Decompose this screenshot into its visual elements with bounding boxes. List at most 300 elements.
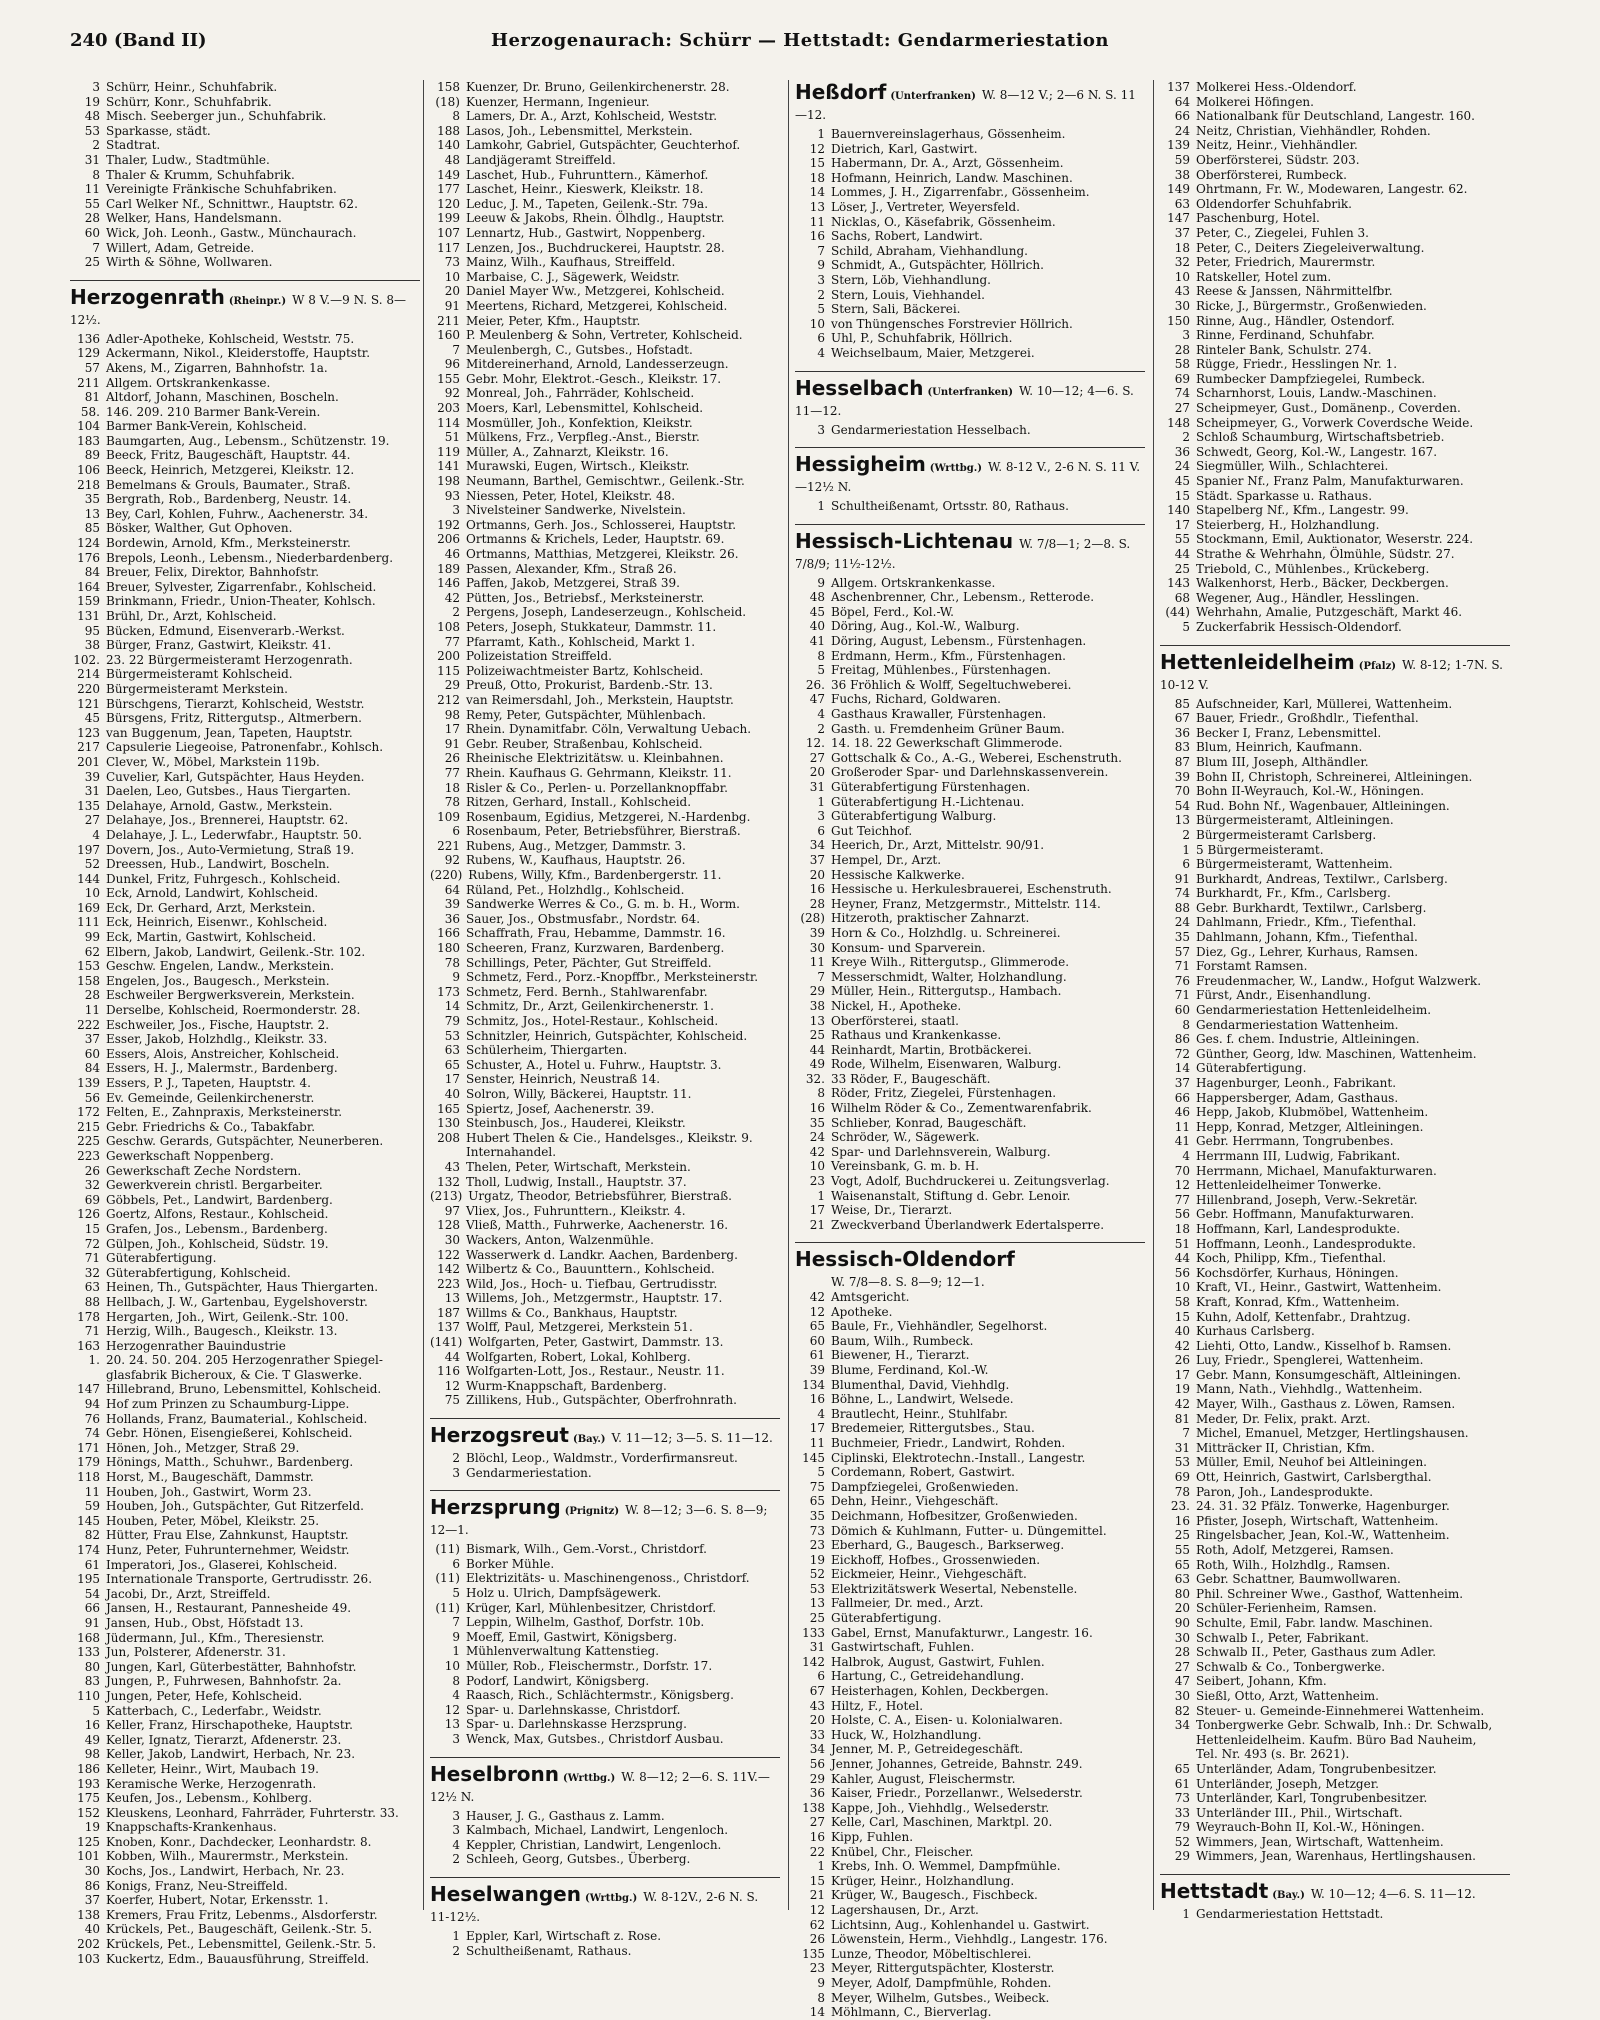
entry-text: Zuckerfabrik Hessisch-Oldendorf. — [1196, 619, 1402, 634]
directory-entry — [70, 405, 420, 420]
directory-entry — [430, 386, 780, 401]
phone-number: 21 — [809, 1217, 825, 1232]
phone-number: 55 — [84, 196, 100, 211]
directory-entry — [1160, 1820, 1510, 1835]
phone-number: 225 — [77, 1134, 100, 1149]
phone-number: 76 — [84, 1411, 100, 1426]
entry-text: Thelen, Peter, Wirtschaft, Merkstein. — [466, 1159, 691, 1174]
entry-text: Ortmanns, Matthias, Metzgerei, Kleikstr. 26. — [466, 547, 739, 561]
directory-entry — [795, 1494, 1145, 1509]
phone-number: 55 — [1174, 532, 1190, 547]
phone-number: 1. — [88, 1353, 100, 1368]
directory-entry — [795, 1553, 1145, 1568]
entry-text: Leeuw & Jakobs, Rhein. Ölhdlg., Hauptstr. — [466, 211, 725, 226]
phone-number: 35 — [809, 1508, 825, 1523]
phone-number: 3 — [452, 1808, 460, 1823]
phone-number: 214 — [77, 667, 100, 682]
entry-text: Brinkmann, Friedr., Union-Theater, Kohlsch. — [106, 594, 376, 609]
directory-entry — [795, 1436, 1145, 1451]
directory-entry — [1160, 1018, 1510, 1033]
phone-number: 29 — [1174, 1849, 1190, 1864]
phone-number: 38 — [809, 998, 825, 1013]
place-name: Hettstadt — [1160, 1879, 1269, 1904]
directory-entry — [430, 941, 780, 956]
directory-entry — [430, 1838, 780, 1853]
phone-number: 18 — [1174, 1221, 1190, 1236]
phone-number: 80 — [84, 1659, 100, 1674]
entry-text: Wimmers, Jean, Warenhaus, Hertlingshausen. — [1196, 1849, 1476, 1864]
entry-text: Meyer, Wilhelm, Gutsbes., Weibeck. — [831, 1990, 1050, 2005]
phone-number: 203 — [437, 401, 460, 416]
phone-number: 5 — [1182, 619, 1190, 634]
entry-text: Wenck, Max, Gutsbes., Christdorf Ausbau. — [466, 1731, 724, 1746]
phone-number: 73 — [1174, 1791, 1190, 1806]
entry-text: Bergrath, Rob., Bardenberg, Neustr. 14. — [106, 492, 352, 507]
directory-entry — [1160, 343, 1510, 358]
entry-text: Gottschalk & Co., A.-G., Weberei, Eschenstruth. — [831, 750, 1122, 765]
place-name: Heselbronn — [430, 1761, 560, 1786]
entry-text: Willert, Adam, Getreide. — [106, 240, 255, 255]
phone-number: 34 — [809, 1742, 825, 1757]
entry-text: Hartung, C., Getreidehandlung. — [831, 1669, 1025, 1684]
directory-entry — [1160, 726, 1510, 741]
phone-number: 29 — [809, 1771, 825, 1786]
entry-text: Blume, Ferdinand, Kol.-W. — [831, 1362, 989, 1377]
entry-text: Schülerheim, Thiergarten. — [466, 1043, 628, 1058]
entry-text: Mosmüller, Joh., Konfektion, Kleikstr. — [466, 415, 693, 430]
phone-number: 9 — [817, 575, 825, 590]
entry-text: Delahaye, Arnold, Gastw., Merkstein. — [106, 798, 333, 813]
entry-text: Döring, Aug., Kol.-W., Walburg. — [831, 619, 1020, 634]
phone-number: 144 — [77, 871, 100, 886]
phone-number: 68 — [1174, 590, 1190, 605]
phone-number: 134 — [802, 1377, 825, 1392]
directory-entry — [1160, 784, 1510, 799]
entry-text: Kobben, Wilh., Maurermstr., Merkstein. — [106, 1849, 349, 1864]
phone-number: 133 — [77, 1645, 100, 1660]
directory-entry — [430, 781, 780, 796]
directory-entry — [430, 1542, 780, 1557]
directory-entry — [430, 1688, 780, 1703]
entry-text: Roth, Wilh., Holzhdlg., Ramsen. — [1196, 1557, 1391, 1572]
phone-number: 15 — [84, 1221, 100, 1236]
entry-text: Krebs, Inh. O. Wemmel, Dampfmühle. — [831, 1859, 1061, 1874]
entry-text: Dahlmann, Johann, Kfm., Tiefenthal. — [1196, 930, 1418, 945]
directory-entry — [70, 682, 420, 697]
entry-text: Ott, Heinrich, Gastwirt, Carlsbergthal. — [1196, 1470, 1432, 1485]
directory-entry — [795, 185, 1145, 200]
entry-text: Aschenbrenner, Chr., Lebensm., Retterode. — [831, 590, 1095, 605]
entry-text: Monreal, Joh., Fahrräder, Kohlscheid. — [466, 386, 695, 401]
phone-number: 28 — [1174, 342, 1190, 357]
entry-text: Jenner, M. P., Getreidegeschäft. — [831, 1742, 1024, 1757]
place-heading — [430, 1490, 780, 1538]
directory-entry — [1160, 1747, 1510, 1762]
directory-entry — [795, 2005, 1145, 2020]
directory-entry — [70, 1368, 420, 1383]
phone-number: 69 — [1174, 371, 1190, 386]
directory-entry — [70, 930, 420, 945]
place-name: Herzogsreut — [430, 1423, 569, 1448]
directory-entry — [70, 1645, 420, 1660]
directory-entry — [70, 434, 420, 449]
entry-text: Paron, Joh., Landesprodukte. — [1196, 1484, 1374, 1499]
entry-text: Tholl, Ludwig, Install., Hauptstr. 37. — [466, 1174, 687, 1189]
place-name: Herzogenrath — [70, 284, 225, 309]
entry-text: Daniel Mayer Ww., Metzgerei, Kohlscheid. — [466, 284, 725, 299]
entry-text: Bauernvereinslagerhaus, Gössenheim. — [831, 127, 1066, 141]
directory-entry — [430, 168, 780, 183]
directory-entry — [1160, 299, 1510, 314]
entry-text: Gendarmeriestation Hettenleidelheim. — [1196, 1003, 1432, 1018]
directory-entry — [430, 1944, 780, 1959]
phone-number: 111 — [77, 915, 100, 930]
entry-text: Molkerei Hess.-Oldendorf. — [1196, 80, 1357, 94]
directory-entry — [70, 1485, 420, 1500]
entry-text: Gebr. Schattner, Baumwollwaren. — [1196, 1572, 1401, 1587]
directory-entry — [70, 1558, 420, 1573]
phone-number: 12 — [809, 1902, 825, 1917]
phone-number: 27 — [809, 750, 825, 765]
entry-text: Hauser, J. G., Gasthaus z. Lamm. — [466, 1808, 665, 1823]
phone-number: 114 — [437, 415, 460, 430]
office-hours: W. 8-12 V., 2-6 N. S. 11 V.—12½ N. — [795, 460, 1141, 495]
directory-entry — [430, 1809, 780, 1824]
phone-number: 211 — [77, 375, 100, 390]
phone-number: 45 — [1174, 474, 1190, 489]
phone-number: 17 — [444, 722, 460, 737]
directory-entry — [70, 1047, 420, 1062]
directory-entry — [70, 1003, 420, 1018]
entry-text: Schlieber, Konrad, Baugeschäft. — [831, 1115, 1027, 1130]
directory-entry — [1160, 182, 1510, 197]
phone-number: 177 — [437, 182, 460, 197]
phone-number: 17 — [444, 1072, 460, 1087]
place-region: (Unterfranken) — [890, 91, 976, 102]
phone-number: 199 — [437, 211, 460, 226]
phone-number: 40 — [809, 619, 825, 634]
entry-text: Thaler, Ludw., Stadtmühle. — [106, 152, 270, 167]
entry-text: Jüdermann, Jul., Kfm., Theresienstr. — [106, 1630, 325, 1645]
page-header — [70, 30, 1530, 56]
directory-entry — [70, 1280, 420, 1295]
directory-entry — [795, 499, 1145, 514]
directory-entry — [70, 828, 420, 843]
directory-entry — [430, 708, 780, 723]
phone-number: 135 — [77, 798, 100, 813]
entry-text: Güterabfertigung H.-Lichtenau. — [831, 794, 1025, 809]
phone-number: 16 — [84, 1718, 100, 1733]
directory-entry — [70, 988, 420, 1003]
phone-number: 61 — [809, 1348, 825, 1363]
entry-text: 5 Bürgermeisteramt. — [1196, 842, 1324, 857]
entry-text: Reese & Janssen, Nährmittelfbr. — [1196, 284, 1393, 299]
entry-text: Kaiser, Friedr., Porzellanwr., Welsederstr. — [831, 1786, 1083, 1801]
directory-entry — [70, 1353, 420, 1368]
place-region: (Wrttbg.) — [584, 1892, 638, 1904]
entry-text: Cuvelier, Karl, Gutspächter, Haus Heyden. — [106, 769, 365, 784]
directory-entry — [795, 926, 1145, 941]
phone-number: 174 — [77, 1543, 100, 1557]
phone-number: 171 — [77, 1440, 100, 1455]
phone-number: 140 — [437, 138, 460, 153]
entry-text: Jungen, P., Fuhrwesen, Bahnhofstr. 2a. — [106, 1674, 342, 1689]
phone-number: 91 — [1174, 871, 1190, 886]
phone-number: 2 — [1182, 827, 1190, 842]
place-region: (Bay.) — [573, 1434, 606, 1446]
place-name: Hessigheim — [795, 452, 926, 477]
phone-number: 88 — [84, 1294, 100, 1309]
entry-text: Hütter, Frau Else, Zahnkunst, Hauptstr. — [106, 1528, 349, 1543]
phone-number: 15 — [1174, 488, 1190, 503]
entry-text: Deichmann, Hofbesitzer, Großenwieden. — [831, 1508, 1078, 1523]
entry-text: Ratskeller, Hotel zum. — [1196, 269, 1332, 284]
entry-text: Gendarmeriestation. — [466, 1465, 592, 1480]
entry-text: Elektrizitäts- u. Maschinengenoss., Christdorf. — [466, 1571, 750, 1586]
entry-text: Vogt, Adolf, Buchdruckerei u. Zeitungsverlag. — [831, 1174, 1110, 1189]
entry-text: P. Meulenberg & Sohn, Vertreter, Kohlscheid. — [466, 328, 743, 343]
directory-entry — [70, 843, 420, 858]
entry-text: Ringelsbacher, Jean, Kol.-W., Wattenheim. — [1196, 1528, 1450, 1543]
phone-number: 23 — [809, 1961, 825, 1976]
phone-number: 148 — [1167, 415, 1190, 430]
entry-text: Bey, Carl, Kohlen, Fuhrw., Aachenerstr. 34. — [106, 506, 369, 521]
entry-text: Hof zum Prinzen zu Schaumburg-Lippe. — [106, 1397, 350, 1412]
phone-number: 13 — [809, 199, 825, 214]
entry-text: Luy, Friedr., Spenglerei, Wattenheim. — [1196, 1353, 1424, 1368]
entry-text: Steierberg, H., Holzhandlung. — [1196, 517, 1380, 532]
directory-entry — [1160, 1397, 1510, 1412]
directory-entry — [1160, 1178, 1510, 1193]
phone-number: 28 — [84, 211, 100, 226]
directory-entry — [795, 1640, 1145, 1655]
directory-entry — [1160, 1076, 1510, 1091]
entry-text: Döring, August, Lebensm., Fürstenhagen. — [831, 634, 1087, 649]
phone-number: 14 — [809, 2005, 825, 2020]
entry-text: Siegmüller, Wilh., Schlachterei. — [1196, 459, 1389, 474]
entry-text: Schuster, A., Hotel u. Fuhrw., Hauptstr. 3. — [466, 1057, 722, 1072]
phone-number: 16 — [809, 882, 825, 897]
directory-entry — [1160, 799, 1510, 814]
phone-number: 180 — [437, 941, 460, 956]
phone-number: 2 — [817, 721, 825, 736]
phone-number: 1 — [817, 1188, 825, 1203]
phone-number: 65 — [809, 1319, 825, 1334]
phone-number: 8 — [452, 109, 460, 124]
directory-entry — [795, 1392, 1145, 1407]
entry-text: Rhein. Kaufhaus G. Gehrmann, Kleikstr. 11. — [466, 765, 732, 780]
entry-text: Wick, Joh. Leonh., Gastw., Münchaurach. — [106, 225, 357, 240]
entry-text: Müller, Rob., Fleischermstr., Dorfstr. 17. — [466, 1658, 713, 1673]
phone-number: 32 — [1174, 255, 1190, 270]
directory-entry — [1160, 1543, 1510, 1558]
entry-text: Allgem. Ortskrankenkasse. — [106, 375, 271, 390]
directory-entry — [795, 1043, 1145, 1058]
directory-entry — [795, 722, 1145, 737]
phone-number: 101 — [77, 1849, 100, 1864]
entry-text: Jun, Polsterer, Afdenerstr. 31. — [106, 1645, 286, 1660]
phone-number: 158 — [437, 80, 460, 94]
entry-text: Bohn II, Christoph, Schreinerei, Altleiningen. — [1196, 769, 1473, 784]
directory-entry — [70, 80, 420, 95]
directory-entry — [795, 1451, 1145, 1466]
entry-text: 146. 209. 210 Barmer Bank-Verein. — [106, 404, 321, 419]
entry-text: Oberförsterei, Rumbeck. — [1196, 167, 1347, 182]
place-heading — [795, 1242, 1145, 1271]
phone-number: 106 — [77, 463, 100, 478]
directory-entry — [1160, 95, 1510, 110]
directory-entry — [795, 142, 1145, 157]
phone-number: 128 — [437, 1218, 460, 1233]
directory-entry — [795, 1903, 1145, 1918]
entry-text: Habermann, Dr. A., Arzt, Gössenheim. — [831, 156, 1064, 171]
office-hours: W. 8—12 V.; 2—6 N. S. 11—12. — [795, 88, 1136, 122]
directory-entry — [70, 1018, 420, 1033]
phone-number: 41 — [809, 634, 825, 649]
phone-number: 30 — [84, 1864, 100, 1879]
entry-text: Wirth & Söhne, Wollwaren. — [106, 255, 273, 270]
directory-entry — [1160, 270, 1510, 285]
directory-entry — [430, 1571, 780, 1586]
entry-text: Mayer, Wilh., Gasthaus z. Löwen, Ramsen. — [1196, 1397, 1456, 1412]
entry-text: Ortmanns & Krichels, Leder, Hauptstr. 69. — [466, 532, 725, 547]
phone-number: 99 — [84, 930, 100, 945]
directory-entry — [1160, 1718, 1510, 1733]
entry-text: Konsum- und Sparverein. — [831, 940, 986, 955]
entry-text: Brühl, Dr., Arzt, Kohlscheid. — [106, 609, 277, 623]
phone-number: 60 — [84, 1046, 100, 1061]
phone-number: 9 — [817, 258, 825, 273]
phone-number: 63 — [84, 1280, 100, 1295]
directory-entry — [430, 284, 780, 299]
entry-text: Zweckverband Überlandwerk Edertalsperre. — [831, 1217, 1105, 1232]
phone-number: 90 — [1174, 1615, 1190, 1630]
directory-entry — [70, 1339, 420, 1354]
directory-entry — [430, 299, 780, 314]
directory-entry — [70, 1689, 420, 1704]
phone-number: 104 — [77, 419, 100, 434]
entry-text: Knoben, Konr., Dachdecker, Leonhardstr. 8. — [106, 1834, 372, 1849]
phone-number: 4 — [452, 1837, 460, 1852]
directory-entry — [1160, 1412, 1510, 1427]
directory-entry — [1160, 1704, 1510, 1719]
entry-text: Lenzen, Jos., Buchdruckerei, Hauptstr. 28. — [466, 240, 725, 255]
phone-number: 27 — [1174, 1659, 1190, 1674]
entry-text: Wolfgarten-Lott, Jos., Restaur., Neustr. 11. — [466, 1364, 725, 1379]
phone-number: 45 — [809, 604, 825, 619]
phone-number: 160 — [437, 328, 460, 343]
office-hours: W. 8—12; 3—6. S. 8—9; 12—1. — [430, 1503, 768, 1538]
entry-text: Kahler, August, Fleischermstr. — [831, 1771, 1016, 1786]
phone-number: 119 — [437, 444, 460, 459]
entry-text: Hepp, Konrad, Metzger, Altleiningen. — [1196, 1119, 1424, 1134]
phone-number: 135 — [802, 1946, 825, 1961]
entry-text: Jungen, Karl, Güterbestätter, Bahnhofstr. — [106, 1659, 357, 1674]
directory-entry — [70, 153, 420, 168]
entry-text: Koch, Philipp, Kfm., Tiefenthal. — [1196, 1251, 1387, 1266]
directory-entry — [1160, 930, 1510, 945]
entry-text: Güterabfertigung. — [1196, 1061, 1307, 1076]
entry-text: Ritzen, Gerhard, Install., Kohlscheid. — [466, 795, 692, 810]
directory-entry — [1160, 697, 1510, 712]
entry-text: 23. 22 Bürgermeisteramt Herzogenrath. — [106, 652, 353, 667]
phone-number: 2 — [1182, 430, 1190, 445]
directory-entry — [795, 1305, 1145, 1320]
directory-entry — [795, 127, 1145, 142]
directory-entry — [1160, 1222, 1510, 1237]
directory-entry — [795, 288, 1145, 303]
phone-number: 173 — [437, 984, 460, 999]
directory-entry — [795, 576, 1145, 591]
entry-text: Ackermann, Nikol., Kleiderstoffe, Hauptstr. — [106, 346, 371, 361]
phone-number: 26. — [805, 677, 825, 692]
entry-text: Schleeh, Georg, Gutsbes., Überberg. — [466, 1852, 691, 1867]
phone-number: 16 — [809, 1829, 825, 1844]
entry-text: Burkhardt, Andreas, Textilwr., Carlsberg. — [1196, 871, 1448, 886]
phone-number: 4 — [1182, 1148, 1190, 1163]
entry-text: Stockmann, Emil, Auktionator, Weserstr. 224. — [1196, 532, 1474, 547]
phone-number: 125 — [77, 1834, 100, 1849]
entry-text: Möhlmann, C., Bierverlag. — [831, 2005, 992, 2020]
phone-number: 122 — [437, 1247, 460, 1262]
directory-entry — [430, 1204, 780, 1219]
phone-number: 63 — [444, 1043, 460, 1058]
directory-entry — [430, 314, 780, 329]
directory-entry — [70, 770, 420, 785]
entry-text: Katterbach, C., Lederfabr., Weidstr. — [106, 1703, 322, 1718]
entry-text: Meyer, Rittergutspächter, Klosterstr. — [831, 1961, 1055, 1976]
directory-entry — [70, 1222, 420, 1237]
phone-number: 56 — [809, 1757, 825, 1771]
directory-entry — [1160, 1061, 1510, 1076]
directory-entry — [430, 109, 780, 124]
directory-entry — [1160, 1324, 1510, 1339]
directory-entry — [70, 711, 420, 726]
phone-number: 58 — [1174, 357, 1190, 372]
directory-entry — [430, 1659, 780, 1674]
directory-entry — [70, 974, 420, 989]
directory-entry — [795, 970, 1145, 985]
directory-entry — [70, 580, 420, 595]
directory-entry — [795, 1130, 1145, 1145]
phone-number: 146 — [437, 576, 460, 591]
entry-text: Moers, Karl, Lebensmittel, Kohlscheid. — [466, 401, 704, 416]
entry-text: Dovern, Jos., Auto-Vermietung, Straß 19. — [106, 842, 355, 857]
phone-number: 218 — [77, 477, 100, 492]
entry-text: Wilhelm Röder & Co., Zementwarenfabrik. — [831, 1101, 1092, 1116]
phone-number: 65 — [444, 1057, 460, 1072]
directory-entry — [795, 156, 1145, 171]
directory-entry — [430, 620, 780, 635]
directory-entry — [430, 1248, 780, 1263]
phone-number: 42 — [1174, 1397, 1190, 1412]
directory-entry — [1160, 1528, 1510, 1543]
directory-entry — [795, 302, 1145, 317]
entry-text: Hollands, Franz, Baumaterial., Kohlscheid. — [106, 1411, 368, 1426]
entry-text: Stern, Sali, Bäckerei. — [831, 302, 961, 317]
directory-entry — [430, 503, 780, 518]
entry-text: Meder, Dr. Felix, prakt. Arzt. — [1196, 1411, 1371, 1426]
directory-entry — [430, 343, 780, 358]
phone-number: 85 — [1174, 696, 1190, 711]
directory-entry — [70, 1032, 420, 1047]
entry-text: Krüger, Heinr., Holzhandlung. — [831, 1873, 1015, 1888]
entry-text: Kipp, Fuhlen. — [831, 1829, 914, 1844]
entry-text: Fürst, Andr., Eisenhandlung. — [1196, 988, 1372, 1003]
entry-text: Liehti, Otto, Landw., Kisselhof b. Ramsen. — [1196, 1338, 1452, 1353]
entry-text: Oberförsterei, staatl. — [831, 1013, 959, 1028]
phone-number: 44 — [444, 1349, 460, 1364]
